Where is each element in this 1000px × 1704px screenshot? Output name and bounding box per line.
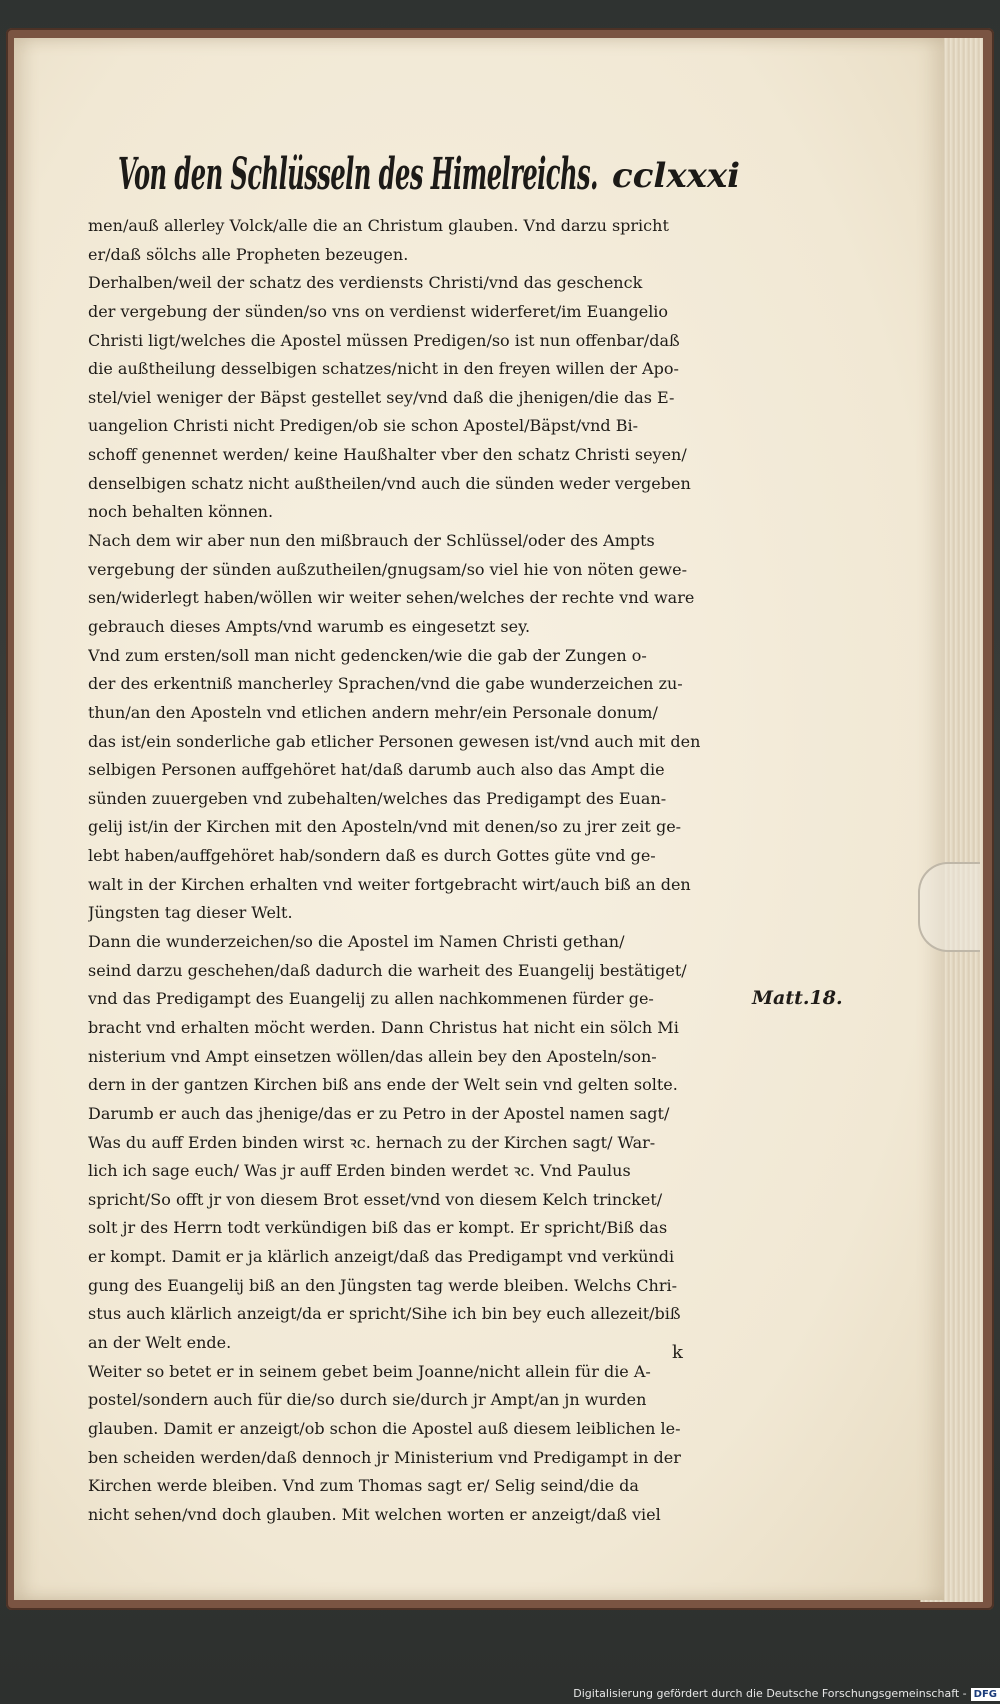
dfg-logo: DFG xyxy=(971,1688,1000,1701)
text-line: die außtheilung desselbigen schatzes/nicht in den freyen willen der Apo- xyxy=(88,359,679,379)
text-line: der des erkentniß mancherley Sprachen/vnd die gabe wunderzeichen zu- xyxy=(88,674,683,694)
text-line: Darumb er auch das jhenige/das er zu Petro in der Apostel namen sagt/ xyxy=(88,1103,670,1123)
text-line: gebrauch dieses Ampts/vnd warumb es eingesetzt sey. xyxy=(88,616,531,636)
text-line: stus auch klärlich anzeigt/da er spricht/Sihe ich bin bey euch allezeit/biß xyxy=(88,1304,681,1324)
text-line: vergebung der sünden außzutheilen/gnugsam/so viel hie von nöten gewe- xyxy=(88,559,687,579)
text-line: nisterium vnd Ampt einsetzen wöllen/das allein bey den Aposteln/son- xyxy=(88,1046,657,1066)
text-line: seind darzu geschehen/daß dadurch die warheit des Euangelij bestätiget/ xyxy=(88,960,687,980)
text-line: men/auß allerley Volck/alle die an Christum glauben. Vnd darzu spricht xyxy=(88,216,669,235)
text-line: das ist/ein sonderliche gab etlicher Personen gewesen ist/vnd auch mit den xyxy=(88,731,701,751)
text-line: Christi ligt/welches die Apostel müssen Predigen/so ist nun offenbar/daß xyxy=(88,330,680,350)
page-tab-marker xyxy=(918,862,980,952)
text-line: Was du auff Erden binden wirst ꝛc. hernach zu der Kirchen sagt/ War- xyxy=(88,1132,656,1152)
text-line: an der Welt ende. xyxy=(88,1332,232,1352)
body-text-block xyxy=(88,212,750,1529)
text-line: thun/an den Aposteln vnd etlichen andern mehr/ein Personale donum/ xyxy=(88,702,658,722)
text-line: uangelion Christi nicht Predigen/ob sie schon Apostel/Bäpst/vnd Bi- xyxy=(88,416,639,436)
text-line: spricht/So offt jr von diesem Brot esset/vnd von diesem Kelch trincket/ xyxy=(88,1189,663,1209)
text-line: schoff genennet werden/ keine Haußhalter vber den schatz Christi seyen/ xyxy=(88,445,687,465)
text-line: postel/sondern auch für die/so durch sie/durch jr Ampt/an jn wurden xyxy=(88,1390,647,1410)
text-line: walt in der Kirchen erhalten vnd weiter fortgebracht wirt/auch biß an den xyxy=(88,874,691,894)
text-line: Vnd zum ersten/soll man nicht gedencken/wie die gab der Zungen o- xyxy=(88,645,647,665)
text-line: Weiter so betet er in seinem gebet beim Joanne/nicht allein für die A- xyxy=(88,1361,651,1381)
text-line: gung des Euangelij biß an den Jüngsten tag werde bleiben. Welchs Chri- xyxy=(88,1275,677,1295)
text-line: der vergebung der sünden/so vns on verdienst widerferet/im Euangelio xyxy=(88,301,669,321)
text-line: Derhalben/weil der schatz des verdiensts Christi/vnd das geschenck xyxy=(88,273,643,293)
text-line: stel/viel weniger der Bäpst gestellet sey/vnd daß die jhenigen/die das E- xyxy=(88,387,675,407)
text-line: Kirchen werde bleiben. Vnd zum Thomas sagt er/ Selig seind/die da xyxy=(88,1476,639,1496)
margin-note: Matt.18. xyxy=(752,987,843,1009)
text-line: glauben. Damit er anzeigt/ob schon die Apostel auß diesem leiblichen le- xyxy=(88,1418,681,1438)
text-line: selbigen Personen auffgehöret hat/daß darumb auch also das Ampt die xyxy=(88,760,665,780)
text-line: bracht vnd erhalten möcht werden. Dann Christus hat nicht ein sölch Mi xyxy=(88,1017,679,1037)
text-line: Jüngsten tag dieser Welt. xyxy=(88,903,293,923)
text-line: er/daß sölchs alle Propheten bezeugen. xyxy=(88,244,409,264)
text-line: solt jr des Herrn todt verkündigen biß das er kompt. Er spricht/Biß das xyxy=(88,1218,668,1238)
text-line: lich ich sage euch/ Was jr auff Erden binden werdet ꝛc. Vnd Paulus xyxy=(88,1161,631,1181)
text-line: denselbigen schatz nicht außtheilen/vnd auch die sünden weder vergeben xyxy=(88,473,691,493)
folio-number: cclxxxi xyxy=(612,156,741,196)
text-line: lebt haben/auffgehöret hab/sondern daß es durch Gottes güte vnd ge- xyxy=(88,846,656,866)
credit-text: Digitalisierung gefördert durch die Deutsche Forschungsgemeinschaft - xyxy=(573,1687,967,1700)
text-line: gelij ist/in der Kirchen mit den Aposteln/vnd mit denen/so zu jrer zeit ge- xyxy=(88,817,682,837)
text-line: dern in der gantzen Kirchen biß ans ende der Welt sein vnd gelten solte. xyxy=(88,1075,678,1095)
text-line: noch behalten können. xyxy=(88,502,274,522)
text-line: ben scheiden werden/daß dennoch jr Ministerium vnd Predigampt in der xyxy=(88,1447,681,1467)
text-line: Dann die wunderzeichen/so die Apostel im Namen Christi gethan/ xyxy=(88,932,625,952)
text-line: nicht sehen/vnd doch glauben. Mit welchen worten er anzeigt/daß viel xyxy=(88,1504,661,1524)
signature-mark: k xyxy=(672,1342,683,1363)
digitization-credit xyxy=(560,1686,1000,1702)
text-line: Nach dem wir aber nun den mißbrauch der Schlüssel/oder des Ampts xyxy=(88,531,655,551)
text-line: sen/widerlegt haben/wöllen wir weiter sehen/welches der rechte vnd ware xyxy=(88,588,695,608)
text-line: er kompt. Damit er ja klärlich anzeigt/daß das Predigampt vnd verkündi xyxy=(88,1247,675,1267)
text-line: sünden zuuergeben vnd zubehalten/welches das Predigampt des Euan- xyxy=(88,788,667,808)
running-title: Von den Schlüsseln des Himelreichs. xyxy=(118,149,598,200)
text-line: vnd das Predigampt des Euangelij zu allen nachkommenen fürder ge- xyxy=(88,989,654,1009)
